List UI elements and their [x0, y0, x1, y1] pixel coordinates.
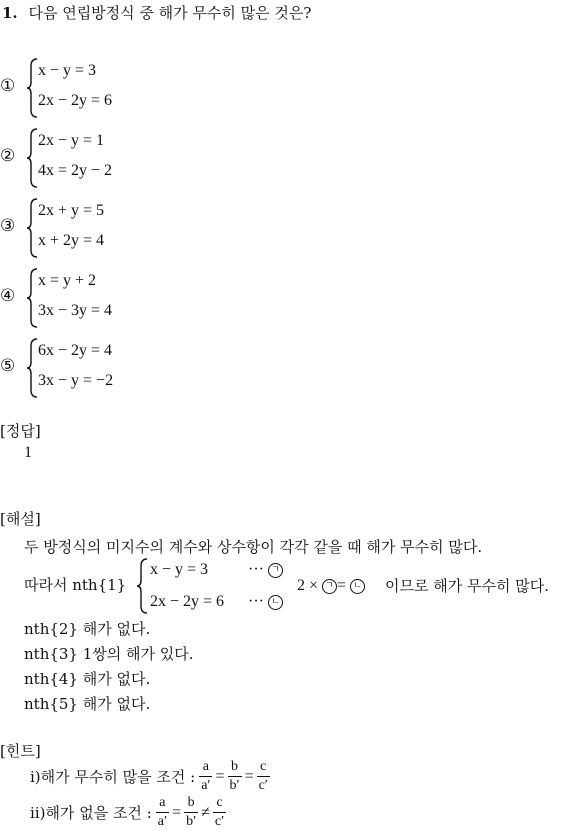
- answer-label: [정답]: [0, 422, 41, 440]
- fraction-b: $\frac{b}{b'}$: [229, 759, 240, 793]
- circle-nieun-icon: ㄴ: [268, 595, 283, 610]
- hint-item-2-text: ⅱ)해가 없을 조건 :: [30, 804, 152, 822]
- question-number: 1.: [2, 4, 18, 22]
- hint-item-1-text: ⅰ)해가 무수히 많을 조건 :: [30, 768, 196, 786]
- option-equation-1: 2x − y = 1: [38, 132, 105, 149]
- fraction-a: $\frac{a}{a'}$: [201, 759, 211, 793]
- explanation-line: nth{5} 해가 없다.: [24, 695, 151, 713]
- multiplication-statement: 2 × ㄱ = ㄴ: [297, 577, 365, 595]
- system-brace: [136, 558, 148, 614]
- fraction-c: $\frac{c}{c'}$: [258, 759, 268, 793]
- fraction-b: $\frac{b}{b'}$: [186, 795, 197, 829]
- circle-nieun-icon: ㄴ: [350, 579, 365, 594]
- option-brace: [26, 338, 38, 398]
- option-brace: [26, 128, 38, 188]
- hint-label: [힌트]: [0, 742, 41, 760]
- explanation-line: nth{2} 해가 없다.: [24, 620, 151, 638]
- option-marker: ④: [0, 286, 16, 306]
- fraction-a: $\frac{a}{a'}$: [157, 795, 168, 829]
- option-equation-1: x − y = 3: [38, 62, 97, 79]
- explanation-line1: 두 방정식의 미지수의 계수와 상수항이 각각 같을 때 해가 무수히 많다.: [24, 538, 483, 556]
- circle-giyeok-icon: ㄱ: [268, 563, 283, 578]
- system-eq2: 2x − 2y = 6: [150, 593, 225, 610]
- option-equation-2: 4x = 2y − 2: [38, 162, 113, 179]
- explanation-line2-suffix: 이므로 해가 무수히 많다.: [385, 577, 549, 595]
- fraction-c: $\frac{c}{c'}$: [214, 795, 225, 829]
- hint-item-1: ⅰ)해가 무수히 많을 조건 : $\frac{a}{a'}$ = $\frac{b}{b'}$ = $\frac{c}{c'}$: [30, 759, 268, 793]
- option-brace: [26, 198, 38, 258]
- explanation-line: nth{4} 해가 없다.: [24, 670, 151, 688]
- explanation-label: [해설]: [0, 510, 41, 528]
- answer-value: 1: [24, 444, 32, 461]
- option-brace: [26, 268, 38, 328]
- option-marker: ①: [0, 76, 16, 96]
- option-equation-1: 2x + y = 5: [38, 202, 105, 219]
- explanation-line2-prefix: 따라서 nth{1}: [24, 576, 127, 594]
- system-eq1: x − y = 3: [150, 561, 209, 578]
- option-marker: ③: [0, 216, 16, 236]
- option-brace: [26, 58, 38, 118]
- system-eq1-tag: ··· ㄱ: [248, 561, 283, 579]
- option-equation-2: 3x − y = −2: [38, 372, 114, 389]
- explanation-line: nth{3} 1쌍의 해가 있다.: [24, 645, 194, 663]
- option-equation-1: 6x − 2y = 4: [38, 342, 113, 359]
- option-equation-2: x + 2y = 4: [38, 232, 105, 249]
- option-marker: ⑤: [0, 356, 16, 376]
- option-equation-2: 3x − 3y = 4: [38, 302, 113, 319]
- option-marker: ②: [0, 146, 16, 166]
- option-equation-2: 2x − 2y = 6: [38, 92, 113, 109]
- option-equation-1: x = y + 2: [38, 272, 97, 289]
- question-header: [2, 2, 311, 23]
- circle-giyeok-icon: ㄱ: [322, 579, 337, 594]
- hint-item-2: ⅱ)해가 없을 조건 : $\frac{a}{a'}$ = $\frac{b}{b'}$ ≠ $\frac{c}{c'}$: [30, 795, 225, 829]
- system-eq2-tag: ··· ㄴ: [248, 593, 283, 611]
- question-text: 다음 연립방정식 중 해가 무수히 많은 것은?: [28, 4, 312, 22]
